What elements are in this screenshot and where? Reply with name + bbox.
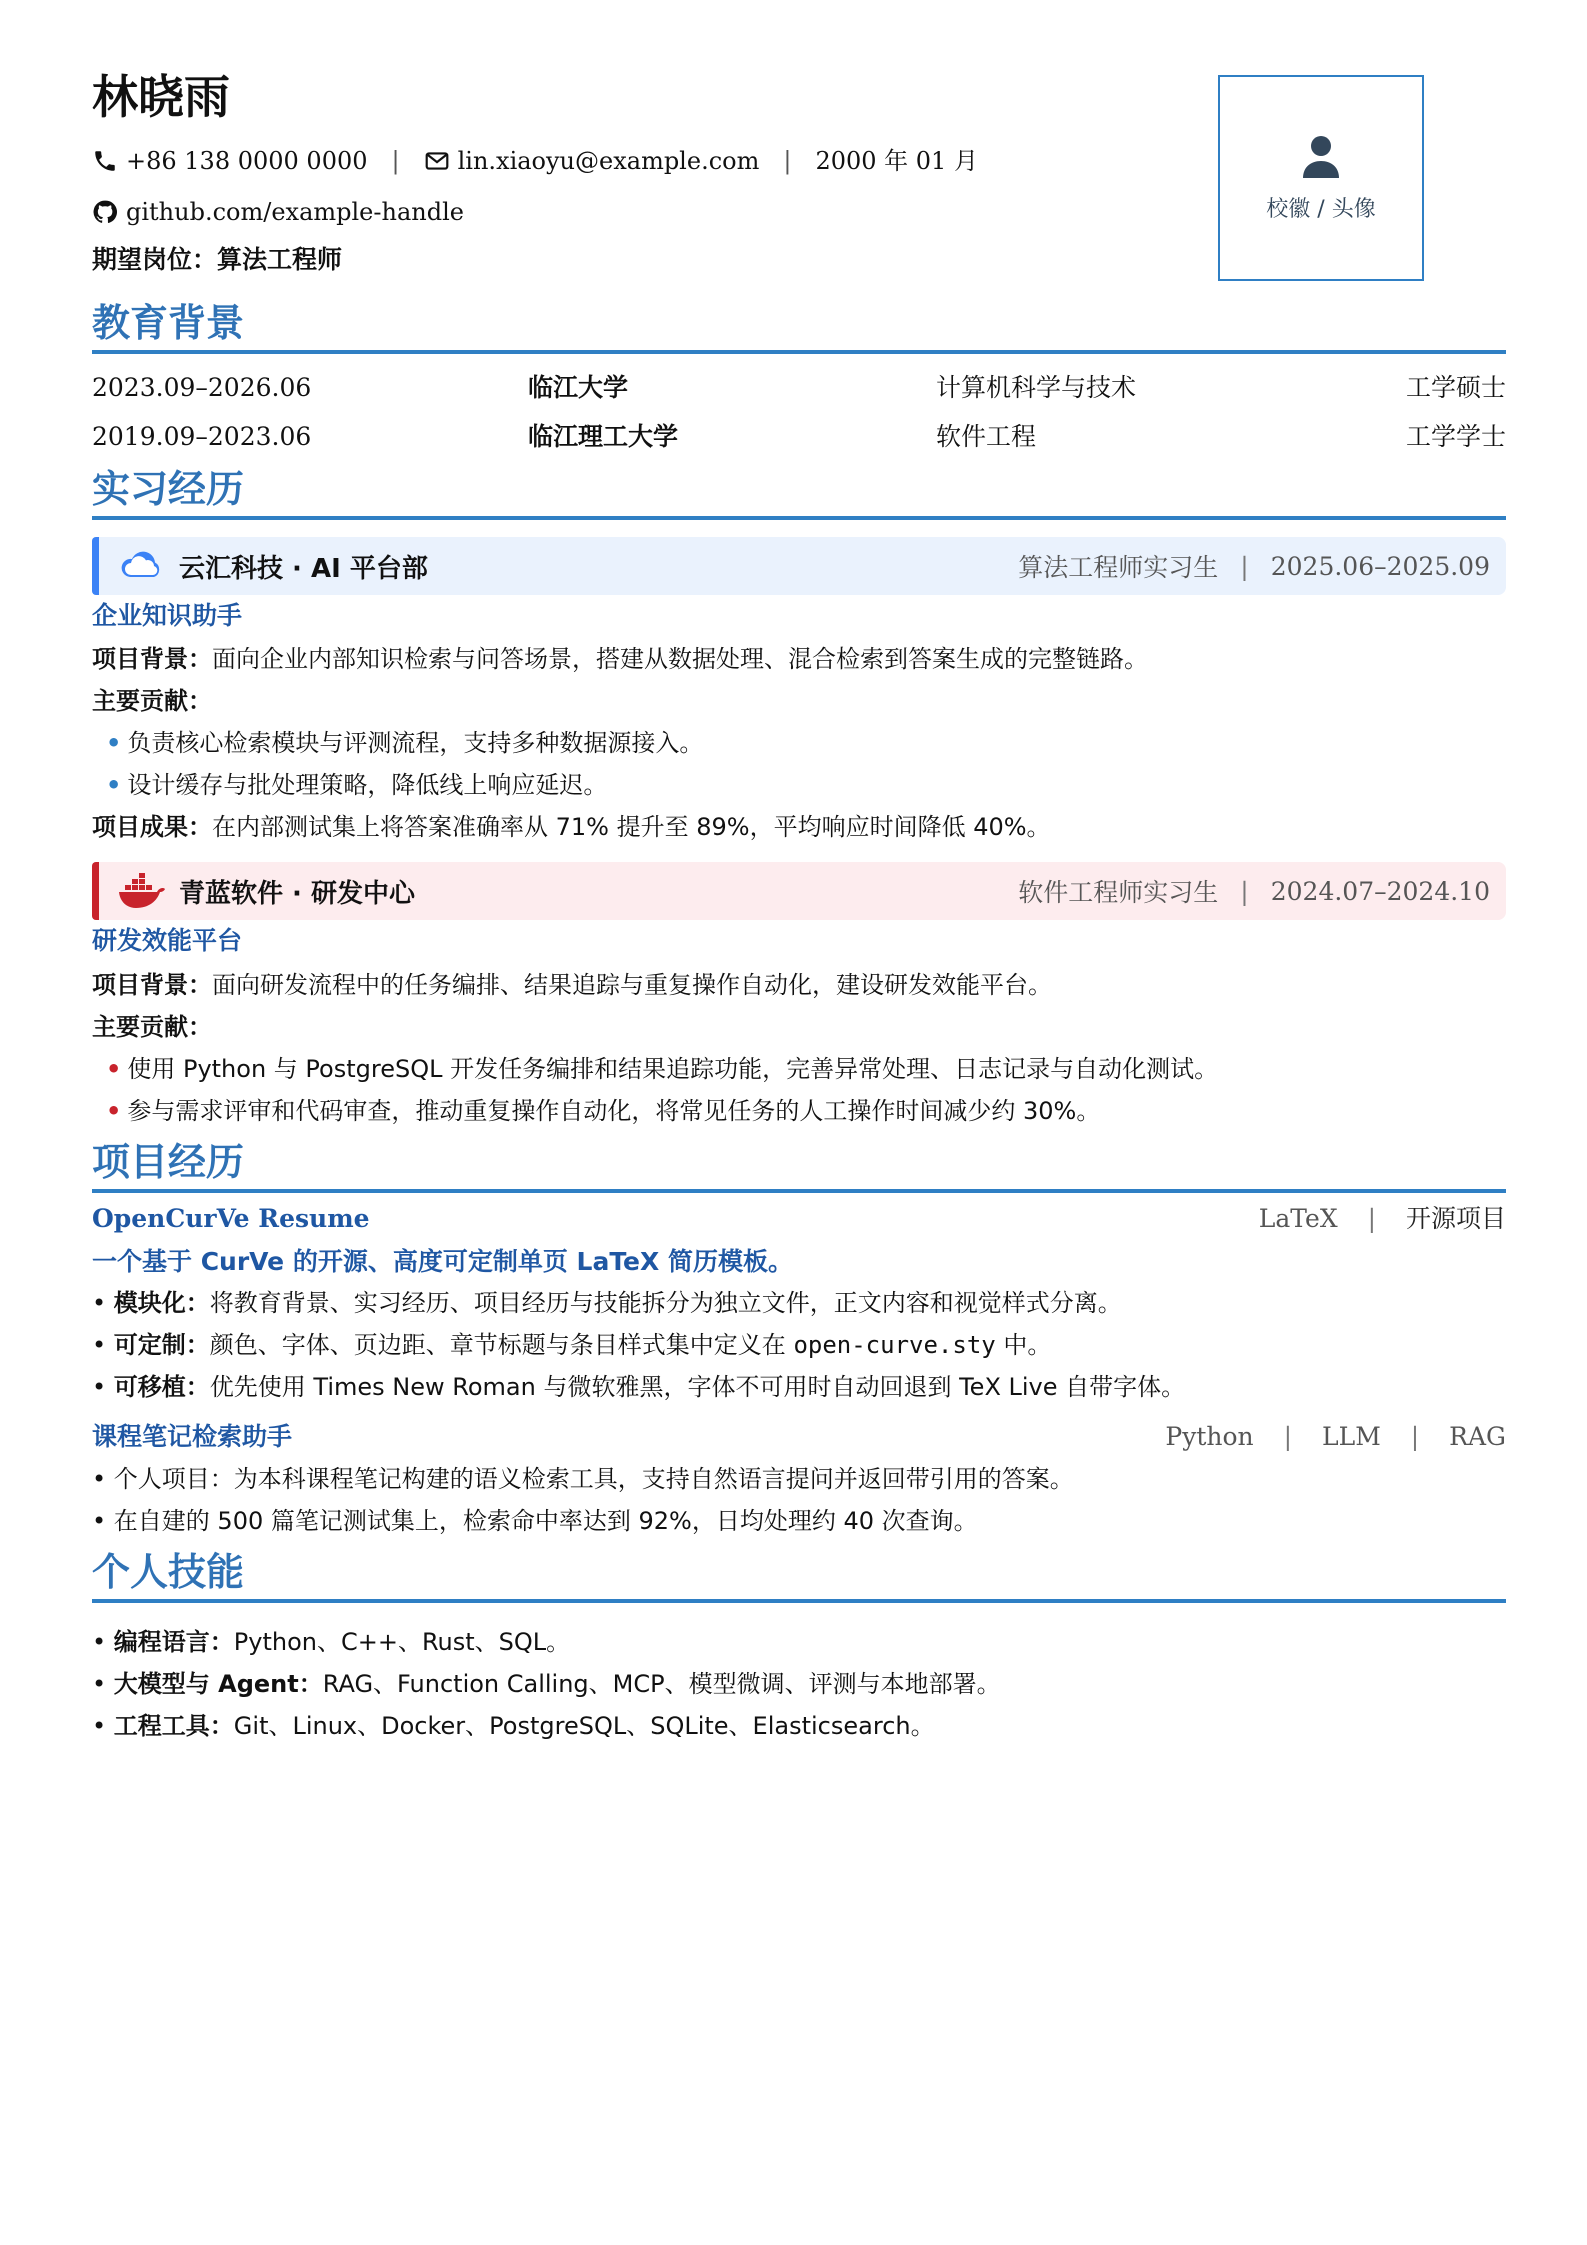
label: 可定制：: [113, 1331, 210, 1359]
list-item: [106, 1099, 1100, 1123]
text: Python、C++、Rust、SQL。: [233, 1628, 571, 1656]
project-tags: [1165, 1424, 1506, 1449]
bullet-icon: •: [92, 1373, 114, 1401]
list-item: [92, 1467, 1074, 1491]
list-item: [106, 773, 607, 797]
contribution-label: [92, 689, 212, 713]
text: RAG、Function Calling、MCP、模型微调、评测与本地部署。: [322, 1670, 1001, 1698]
label: 项目成果：: [92, 813, 212, 841]
label: 大模型与 Agent：: [113, 1670, 323, 1698]
edu-dates: 2019.09–2023.06: [92, 422, 312, 451]
job-header-bar: [92, 537, 1506, 595]
phone-icon: [92, 148, 118, 174]
label: 项目背景：: [92, 971, 212, 999]
skill-item: [92, 1714, 935, 1738]
project-background: [92, 647, 1148, 671]
text: 负责核心检索模块与评测流程，支持多种数据源接入。: [127, 729, 704, 757]
phone-number[interactable]: +86 138 0000 0000: [126, 147, 368, 175]
separator: |: [1240, 551, 1249, 581]
text: 在自建的 500 篇笔记测试集上，检索命中率达到 92%，日均处理约 40 次查询。: [113, 1507, 978, 1535]
project-title: OpenCurVe Resume: [92, 1204, 370, 1233]
label: 模块化：: [113, 1289, 210, 1317]
project-subtitle: 一个基于 CurVe 的开源、高度可定制单页 LaTeX 简历模板。: [92, 1247, 793, 1276]
separator: |: [1410, 1422, 1420, 1451]
contact-line-1: [92, 148, 978, 174]
project-tags: [1259, 1206, 1506, 1231]
edu-school: 临江大学: [528, 373, 629, 402]
text-tail: 中。: [1003, 1331, 1052, 1359]
separator: |: [1240, 876, 1249, 906]
label: 编程语言：: [113, 1628, 234, 1656]
text: 面向企业内部知识检索与问答场景，搭建从数据处理、混合检索到答案生成的完整链路。: [212, 645, 1148, 673]
skill-item: [92, 1630, 570, 1654]
target-value: 算法工程师: [217, 245, 343, 274]
bullet-icon: •: [92, 1670, 114, 1698]
project-result: [92, 815, 1051, 839]
envelope-icon: [424, 148, 450, 174]
company-name: 云汇科技 · AI 平台部: [179, 553, 428, 584]
section-divider: [92, 1599, 1506, 1603]
job-dates: 2024.07–2024.10: [1270, 876, 1490, 906]
internship-project-title: 研发效能平台: [92, 926, 243, 955]
birth-date: 2000 年 01 月: [815, 147, 978, 175]
list-item: [106, 731, 703, 755]
tag: LLM: [1321, 1422, 1381, 1451]
project-background: [92, 973, 1052, 997]
separator: |: [783, 147, 792, 175]
bullet-icon: •: [92, 1465, 114, 1493]
target-position: [92, 247, 342, 272]
edu-school: 临江理工大学: [528, 422, 679, 451]
text: 使用 Python 与 PostgreSQL 开发任务编排和结果追踪功能，完善异常处理、日志记录与自动化测试。: [127, 1055, 1219, 1083]
bullet-icon: •: [92, 1628, 114, 1656]
label: 主要贡献：: [92, 1013, 212, 1041]
user-icon: [1301, 134, 1341, 178]
cloud-icon: [117, 546, 165, 586]
section-title-education: 教育背景: [92, 301, 245, 345]
code-filename: open-curve.sty: [793, 1331, 996, 1359]
section-title-projects: 项目经历: [92, 1140, 245, 1184]
text: 个人项目：为本科课程笔记构建的语义检索工具，支持自然语言提问并返回带引用的答案。: [113, 1465, 1074, 1493]
edu-dates: 2023.09–2026.06: [92, 373, 312, 402]
bullet-icon: •: [106, 771, 122, 799]
text: 在内部测试集上将答案准确率从 71% 提升至 89%，平均响应时间降低 40%。: [212, 813, 1051, 841]
skill-item: [92, 1672, 1001, 1696]
text: 设计缓存与批处理策略，降低线上响应延迟。: [127, 771, 608, 799]
label: 可移植：: [113, 1373, 210, 1401]
email-link[interactable]: lin.xiaoyu@example.com: [457, 147, 760, 175]
text: 参与需求评审和代码审查，推动重复操作自动化，将常见任务的人工操作时间减少约 30%。: [127, 1097, 1101, 1125]
photo-placeholder: [1218, 75, 1424, 281]
separator: |: [391, 147, 400, 175]
bullet-icon: •: [92, 1712, 114, 1740]
label: 工程工具：: [113, 1712, 234, 1740]
job-header-bar: [92, 862, 1506, 920]
label: 主要贡献：: [92, 687, 212, 715]
candidate-name: 林晓雨: [92, 70, 230, 124]
bullet-icon: •: [92, 1289, 114, 1317]
separator: |: [1283, 1422, 1293, 1451]
job-role: 软件工程师实习生: [1018, 878, 1219, 907]
text: 颜色、字体、页边距、章节标题与条目样式集中定义在: [209, 1331, 786, 1359]
section-divider: [92, 1189, 1506, 1193]
job-dates: 2025.06–2025.09: [1270, 551, 1490, 581]
section-title-skills: 个人技能: [92, 1550, 245, 1594]
section-title-internship: 实习经历: [92, 467, 245, 511]
github-icon: [92, 199, 118, 225]
text: Git、Linux、Docker、PostgreSQL、SQLite、Elasticsearch。: [233, 1712, 935, 1740]
bullet-icon: •: [92, 1507, 114, 1535]
photo-label: 校徽 / 头像: [1266, 196, 1376, 222]
bullet-icon: •: [106, 1097, 122, 1125]
text: 将教育背景、实习经历、项目经历与技能拆分为独立文件，正文内容和视觉样式分离。: [209, 1289, 1122, 1317]
bullet-icon: •: [106, 1055, 122, 1083]
list-item: [92, 1375, 1185, 1399]
list-item: [106, 1057, 1218, 1081]
target-label: 期望岗位：: [92, 245, 218, 274]
accent-stripe: [92, 862, 99, 920]
text: 优先使用 Times New Roman 与微软雅黑，字体不可用时自动回退到 TeX Live 自带字体。: [209, 1373, 1186, 1401]
company-name: 青蓝软件 · 研发中心: [179, 878, 415, 909]
job-role: 算法工程师实习生: [1018, 553, 1219, 582]
internship-project-title: 企业知识助手: [92, 601, 243, 630]
bullet-icon: •: [92, 1331, 114, 1359]
edu-major: 软件工程: [936, 422, 1037, 451]
list-item: [92, 1333, 1051, 1357]
tag: 开源项目: [1405, 1204, 1506, 1233]
text: 面向研发流程中的任务编排、结果追踪与重复操作自动化，建设研发效能平台。: [212, 971, 1052, 999]
edu-major: 计算机科学与技术: [936, 373, 1137, 402]
section-divider: [92, 516, 1506, 520]
github-link[interactable]: github.com/example-handle: [126, 198, 464, 226]
label: 项目背景：: [92, 645, 212, 673]
docker-icon: [117, 871, 165, 911]
list-item: [92, 1291, 1122, 1315]
list-item: [92, 1509, 978, 1533]
edu-degree: 工学硕士: [1405, 373, 1506, 402]
accent-stripe: [92, 537, 99, 595]
contribution-label: [92, 1015, 212, 1039]
separator: |: [1367, 1204, 1377, 1233]
contact-line-2: [92, 199, 464, 225]
tag: RAG: [1449, 1422, 1506, 1451]
tag: Python: [1165, 1422, 1254, 1451]
section-divider: [92, 350, 1506, 354]
bullet-icon: •: [106, 729, 122, 757]
edu-degree: 工学学士: [1405, 422, 1506, 451]
project-title: 课程笔记检索助手: [92, 1422, 293, 1451]
tag: LaTeX: [1258, 1204, 1338, 1233]
